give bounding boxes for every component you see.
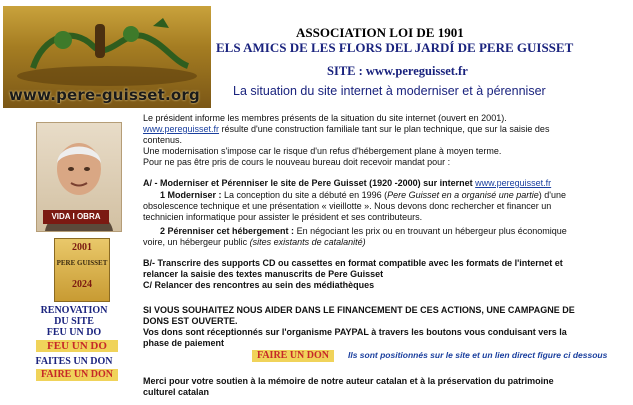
appeal-line-1: SI VOUS SOUHAITEZ NOUS AIDER DANS LE FINANCEMENT DE CES ACTIONS, UNE CAMPAGNE DE xyxy=(143,305,575,315)
logo-url-text: www.pere-guisset.org xyxy=(9,86,200,104)
site-url: www.pereguisset.fr xyxy=(365,64,468,78)
perenniser-italic: (sites existants de catalanité) xyxy=(249,237,366,247)
section-b-line-1: B/- Transcrire des supports CD ou cassettes en format compatible avec les formats de l'internet et xyxy=(143,258,563,268)
modernize-line-2: obsolescence technique et une présentation « vieillotte ». Nous devons donc rechercher et financer un xyxy=(143,201,552,211)
site-link[interactable]: www.pereguisset.fr xyxy=(143,124,220,134)
appeal-line-4: phase de paiement xyxy=(143,338,225,348)
vida-obra-link[interactable]: VIDA I OBRA xyxy=(43,210,109,224)
perenniser-line-2 xyxy=(143,237,366,248)
faire-un-don-button[interactable]: FAIRE UN DON xyxy=(252,350,334,362)
tile-year-start: 2001 xyxy=(72,242,92,253)
intro-line-3: contenus. xyxy=(143,135,183,145)
modernize-text: La conception du site a débuté en 1996 ( xyxy=(224,190,388,200)
modernize-line-3: technicien informatique pour assister le président et ses contributeurs. xyxy=(143,212,423,222)
site-logo[interactable] xyxy=(3,6,211,108)
page-subtitle: La situation du site internet à moderniser et à pérenniser xyxy=(233,84,546,98)
intro-line-2-rest: résulte d'une construction familiale tant sur le plan technique, que sur la saisie des xyxy=(219,124,550,134)
perenniser-line-2-text: voire, un hébergeur public xyxy=(143,237,250,247)
thanks-line-2: culturel catalan xyxy=(143,387,210,397)
appeal-line-3: Vos dons sont réceptionnés sur l'organisme PAYPAL à travers les boutons vous conduisant vers la xyxy=(143,327,567,337)
section-c-line: C/ Relancer des rencontres au sein des médiathèques xyxy=(143,280,375,290)
section-a-text: A/ - Moderniser et Pérenniser le site de Pere Guisset (1920 -2000) sur internet xyxy=(143,178,476,188)
section-a-link[interactable]: www.pereguisset.fr xyxy=(475,178,552,188)
intro-line-5: Pour ne pas être pris de cours le nouveau bureau doit recevoir mandat pour : xyxy=(143,157,451,167)
faites-un-don-line: FAITES UN DON xyxy=(35,356,113,367)
perenniser-line-1 xyxy=(160,226,567,237)
modernize-end: ) d'une xyxy=(538,190,566,200)
site-line xyxy=(327,64,468,79)
intro-line-1: Le président informe les membres présents de la situation du site internet (ouvert en 2001). xyxy=(143,113,507,123)
donate-note: Ils sont positionnés sur le site et un lien direct figure ci dessous xyxy=(348,350,608,360)
association-name: ELS AMICS DE LES FLORS DEL JARDÍ DE PERE GUISSET xyxy=(216,40,574,55)
appeal-line-2: DONS EST OUVERTE. xyxy=(143,316,238,326)
tile-year-end: 2024 xyxy=(72,279,92,290)
section-b-line-2: relancer la saisie des textes manuscrits de Pere Guisset xyxy=(143,269,384,279)
tile-name: PERE GUISSET xyxy=(56,259,108,267)
perenniser-text: En négociant les prix ou en trouvant un hébergeur plus économique xyxy=(296,226,567,236)
renovation-line-3: FEU UN DO xyxy=(46,327,102,338)
perenniser-label: 2 Pérenniser cet hébergement : xyxy=(160,226,297,236)
site-label: SITE : xyxy=(327,64,363,78)
sidebar-feu-un-do-button[interactable]: FEU UN DO xyxy=(36,340,118,352)
modernize-line-1 xyxy=(160,190,566,201)
renovation-line-1: RENOVATION xyxy=(40,305,108,316)
modernize-label: 1 Moderniser : xyxy=(160,190,225,200)
sidebar-faire-un-don-button[interactable]: FAIRE UN DON xyxy=(36,369,118,381)
renovation-line-2: DU SITE xyxy=(54,316,94,327)
section-a-title xyxy=(143,178,551,189)
association-title: ASSOCIATION LOI DE 1901 xyxy=(296,25,464,40)
intro-line-4: Une modernisation s'impose car le risque d'un refus d'hébergement plane à moyen terme. xyxy=(143,146,502,156)
modernize-italic: Pere Guisset en a organisé une partie xyxy=(387,190,539,200)
anniversary-tile xyxy=(54,238,110,302)
thanks-line-1: Merci pour votre soutien à la mémoire de notre auteur catalan et à la préservation du patrimoine xyxy=(143,376,554,386)
logo-sculpture-image xyxy=(3,6,211,86)
intro-line-2 xyxy=(143,124,549,135)
